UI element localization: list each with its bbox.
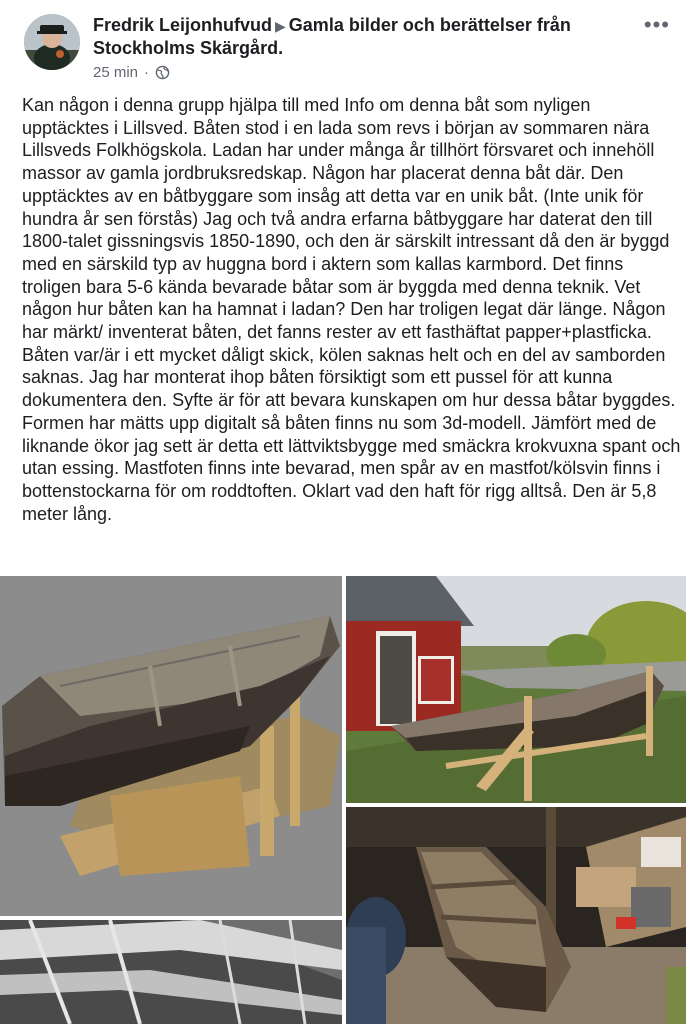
post-meta — [93, 64, 170, 81]
post-header — [0, 0, 694, 90]
more-options-icon[interactable]: ••• — [643, 12, 670, 37]
globe-icon — [155, 65, 170, 80]
photo-boat-in-barn[interactable] — [346, 807, 686, 1024]
photo-boat-outside-barn[interactable] — [346, 576, 686, 803]
post-time[interactable]: 25 min — [93, 64, 139, 81]
avatar[interactable] — [24, 14, 80, 70]
author-name[interactable]: Fredrik Leijonhufvud — [93, 15, 273, 35]
arrow-right-icon: ▶ — [275, 18, 286, 34]
avatar-image — [24, 14, 80, 70]
group-name[interactable]: Gamla bilder och berättelser från Stockholms Skärgård. — [93, 15, 571, 58]
photo-grid — [0, 576, 694, 1024]
separator-dot: · — [144, 64, 150, 81]
photo-hull-detail[interactable] — [0, 920, 342, 1024]
photo-3d-model[interactable] — [0, 576, 342, 916]
post-author-line — [93, 14, 643, 59]
post-body-text: Kan någon i denna grupp hjälpa till med Info om denna båt som nyligen upptäcktes i Lillsved. Båten stod i en lada som revs i början av sommaren nära Lillsveds Folkhögskola. Ladan har under många år tillhört försvaret och innehöll massor av gamla jordbruksredskap. Någon har placerat denna båt där. Den upptäcktes av en båtbyggare som insåg att detta var en unik båt. (Inte unik för hundra år sen förstås) Jag och två andra erfarna båtbyggare har daterat den till 1800-talet gissningsvis 1850-1890, och den är särskilt intressant då den är byggd med en särskild typ av huggna bord i aktern som kallas karmbord. Det finns troligen bara 5-6 kända bevarade båtar som är byggda med denna teknik. Vet någon hur båten kan ha hamnat i ladan? Den har troligen legat där länge. Någon har märkt/ inventerat båten, det fanns rester av ett fasthäftat papper+plastficka. Båten var/är i ett mycket dåligt skick, kölen saknas helt och en del av samborden saknas. Jag har monterat ihop båten försiktigt som ett pussel för att kunna dokumentera den. Syfte är för att bevara kunskapen om hur dessa båtar byggdes. Formen har mätts upp digitalt så båten finns nu som 3d-modell. Jämfört med de liknande ökor jag sett är detta ett lättviktsbygge med smäckra krokvuxna spant och utan essing. Mastfoten finns inte bevarad, men spår av en mastfot/kölsvin finns i bottenstockarna för om roddtoften. Oklart vad den haft för rigg alltså. Den är 5,8 meter lång. — [22, 95, 681, 524]
